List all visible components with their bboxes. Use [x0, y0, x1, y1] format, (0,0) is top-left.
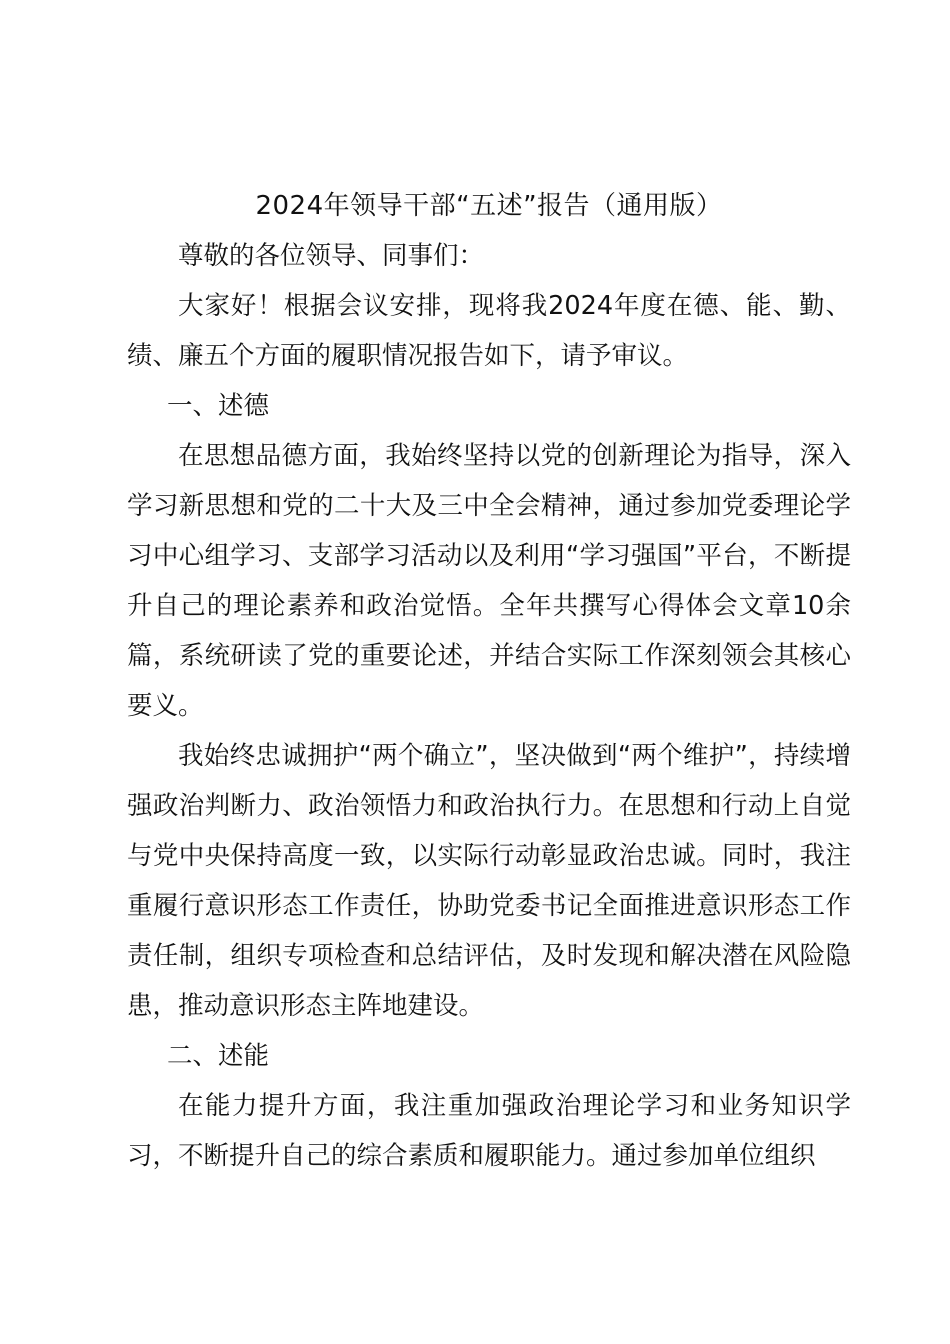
document-title: 2024年领导干部“五述”报告（通用版） — [255, 191, 723, 221]
salutation: 尊敬的各位领导、同事们： — [178, 241, 485, 271]
paragraph: 我始终忠诚拥护“两个确立”，坚决做到“两个维护”，持续增强政治判断力、政治领悟力和政治执行力。在思想和行动上自觉与党中央保持高度一致，以实际行动彰显政治忠诚。同时，我注重履行意识形态工作责任，协助党委书记全面推进意识形态工作责任制，组织专项检查和总结评估，及时发现和解决潜在风险隐患，推动意识形态主阵地建设。 — [127, 741, 851, 1021]
paragraph: 在思想品德方面，我始终坚持以党的创新理论为指导，深入学习新思想和党的二十大及三中全会精神，通过参加党委理论学习中心组学习、支部学习活动以及利用“学习强国”平台，不断提升自己的理论素养和政治觉悟。全年共撰写心得体会文章10余篇，系统研读了党的重要论述，并结合实际工作深刻领会其核心要义。 — [127, 441, 851, 721]
section-heading-neng: 二、述能 — [167, 1041, 270, 1071]
document-body — [127, 181, 851, 1181]
paragraph: 在能力提升方面，我注重加强政治理论学习和业务知识学习，不断提升自己的综合素质和履职能力。通过参加单位组织 — [127, 1091, 851, 1171]
section-heading-de: 一、述德 — [167, 391, 270, 421]
intro-paragraph: 大家好！根据会议安排，现将我2024年度在德、能、勤、绩、廉五个方面的履职情况报告如下，请予审议。 — [127, 291, 851, 371]
